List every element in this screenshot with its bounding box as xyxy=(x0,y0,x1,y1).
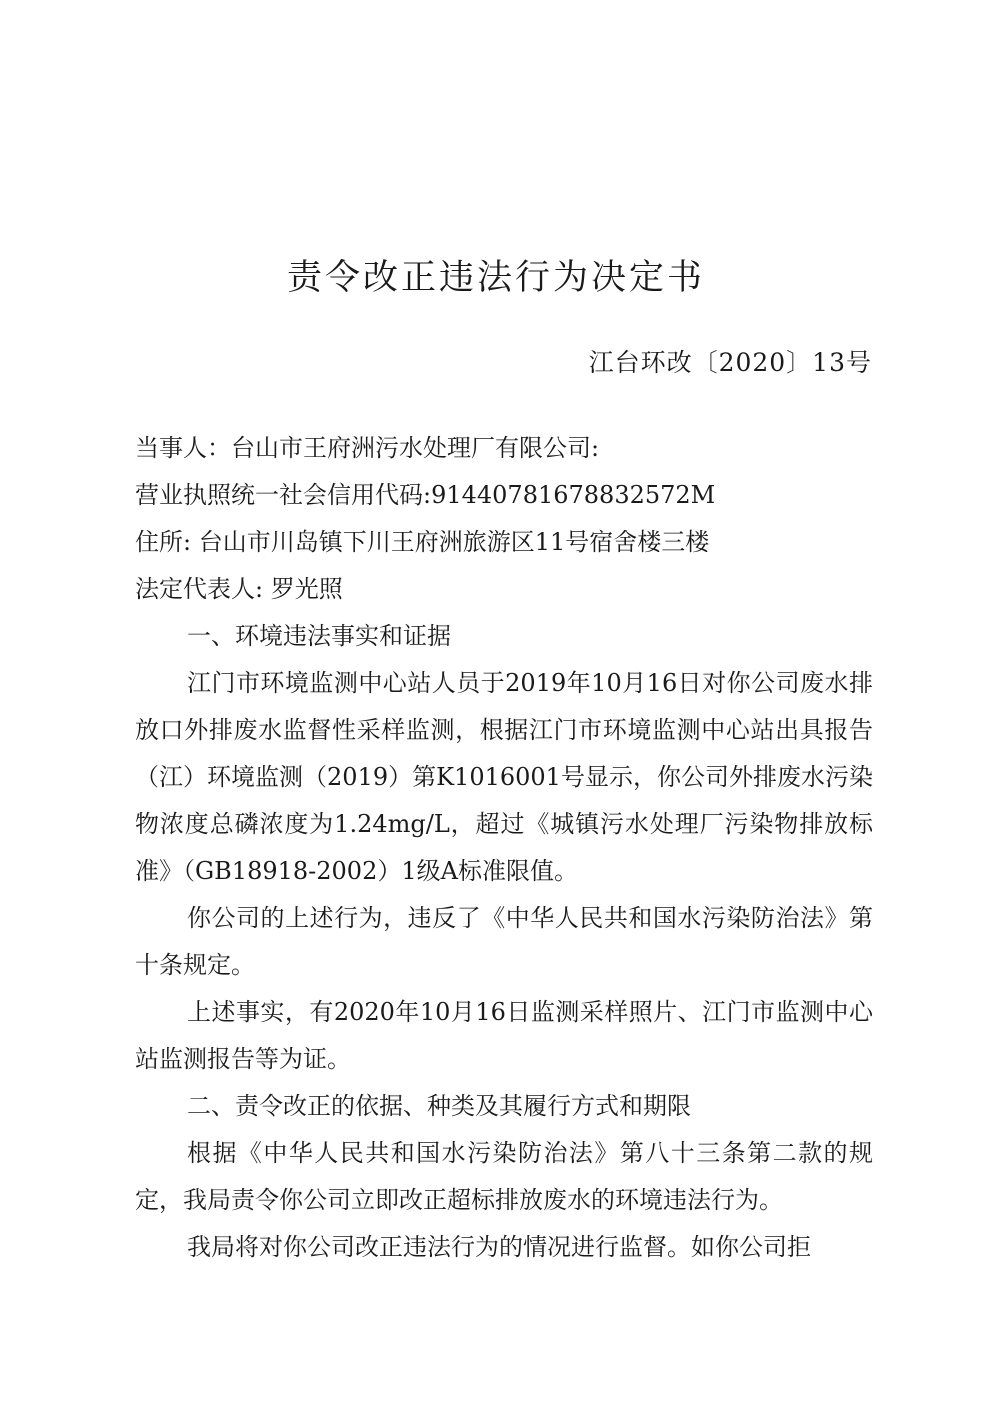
document-number: 江台环改〔2020〕13号 xyxy=(588,348,872,377)
party-address: 住所: 台山市川岛镇下川王府洲旅游区11号宿舍楼三楼 xyxy=(135,528,710,556)
party-license: 营业执照统一社会信用代码:91440781678832572M xyxy=(135,481,716,509)
section-2-basis-paragraph: 根据《中华人民共和国水污染防治法》第八十三条第二款的规定，我局责令你公司立即改正超标排放废水的环境违法行为。 xyxy=(135,1139,873,1214)
party-representative: 法定代表人: 罗光照 xyxy=(135,575,343,603)
section-2-heading: 二、责令改正的依据、种类及其履行方式和期限 xyxy=(187,1092,691,1120)
section-1-facts-paragraph: 江门市环境监测中心站人员于2019年10月16日对你公司废水排放口外排废水监督性采样监测，根据江门市环境监测中心站出具报告（江）环境监测（2019）第K1016001号显示，你公司外排废水污染物浓度总磷浓度为1.24mg/L，超过《城镇污水处理厂污染物排放标准》（GB18918-2002）1级A标准限值。 xyxy=(135,669,873,885)
document-title: 责令改正违法行为决定书 xyxy=(286,258,705,298)
section-2-supervision-paragraph: 我局将对你公司改正违法行为的情况进行监督。如你公司拒 xyxy=(187,1233,811,1261)
party-name: 当事人：台山市王府洲污水处理厂有限公司: xyxy=(135,434,600,462)
document-body xyxy=(135,425,873,1271)
section-1-evidence-paragraph: 上述事实，有2020年10月16日监测采样照片、江门市监测中心站监测报告等为证。 xyxy=(135,998,873,1073)
section-1-heading: 一、环境违法事实和证据 xyxy=(187,622,451,650)
section-1-violation-paragraph: 你公司的上述行为，违反了《中华人民共和国水污染防治法》第十条规定。 xyxy=(135,904,873,979)
